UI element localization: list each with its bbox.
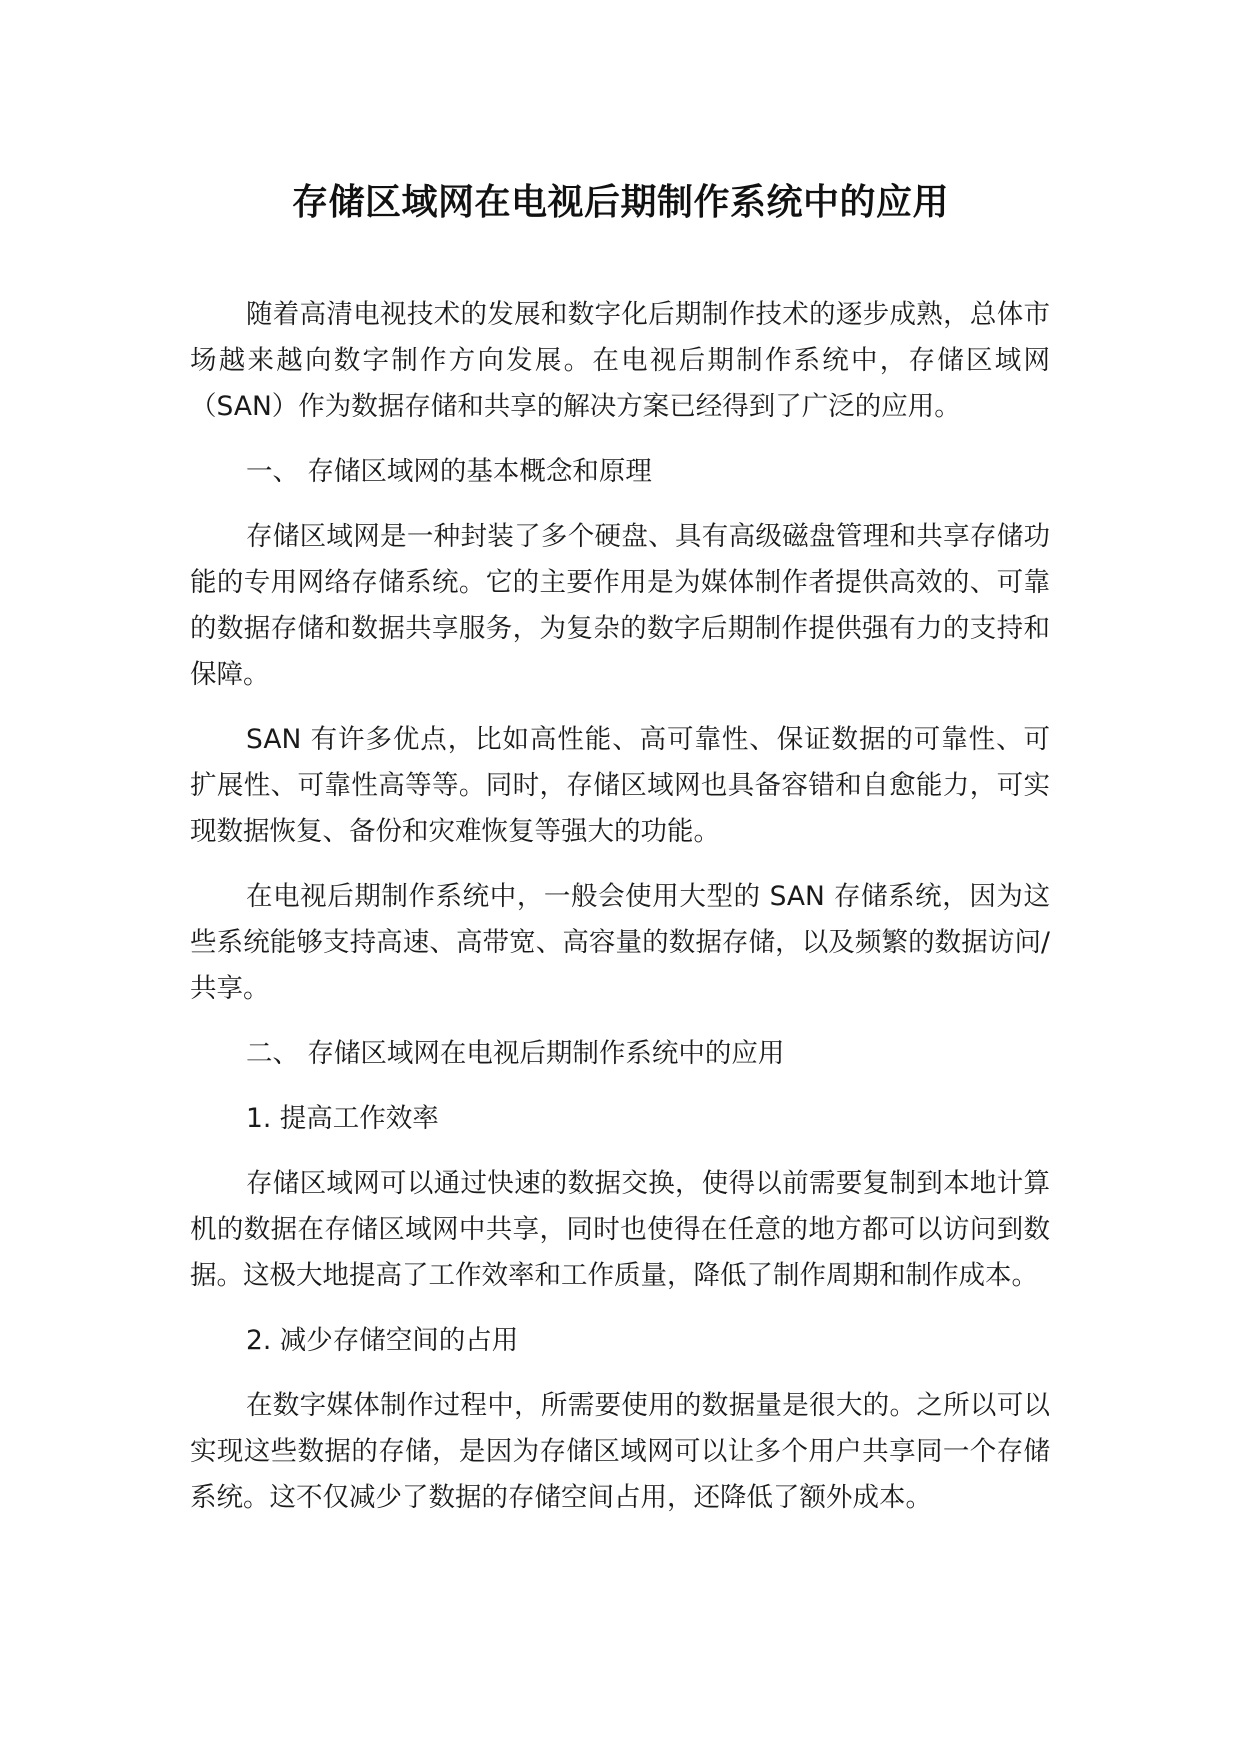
paragraph-storage-space: 在数字媒体制作过程中，所需要使用的数据量是很大的。之所以可以实现这些数据的存储，是因为存储区域网可以让多个用户共享同一个存储系统。这不仅减少了数据的存储空间占用，还降低了额外成本。: [190, 1390, 1050, 1513]
paragraph-efficiency: 存储区域网可以通过快速的数据交换，使得以前需要复制到本地计算机的数据在存储区域网中共享，同时也使得在任意的地方都可以访问到数据。这极大地提高了工作效率和工作质量，降低了制作周期和制作成本。: [190, 1168, 1050, 1291]
section-heading-2: 二、 存储区域网在电视后期制作系统中的应用: [246, 1038, 785, 1069]
document-body: [190, 292, 1050, 1540]
document-title: 存储区域网在电视后期制作系统中的应用: [291, 182, 949, 223]
subsection-heading-2: 2. 减少存储空间的占用: [246, 1325, 519, 1356]
section-heading-1: 一、 存储区域网的基本概念和原理: [246, 456, 652, 487]
paragraph-intro: 随着高清电视技术的发展和数字化后期制作技术的逐步成熟，总体市场越来越向数字制作方向发展。在电视后期制作系统中，存储区域网（SAN）作为数据存储和共享的解决方案已经得到了广泛的应用。: [190, 299, 1050, 422]
subsection-heading-1: 1. 提高工作效率: [246, 1103, 439, 1134]
paragraph-san-concept: 存储区域网是一种封装了多个硬盘、具有高级磁盘管理和共享存储功能的专用网络存储系统。它的主要作用是为媒体制作者提供高效的、可靠的数据存储和数据共享服务，为复杂的数字后期制作提供强有力的支持和保障。: [190, 521, 1050, 690]
paragraph-san-in-postproduction: 在电视后期制作系统中，一般会使用大型的 SAN 存储系统，因为这些系统能够支持高速、高带宽、高容量的数据存储，以及频繁的数据访问/共享。: [190, 881, 1050, 1004]
paragraph-san-advantages: SAN 有许多优点，比如高性能、高可靠性、保证数据的可靠性、可扩展性、可靠性高等等。同时，存储区域网也具备容错和自愈能力，可实现数据恢复、备份和灾难恢复等强大的功能。: [190, 724, 1050, 847]
